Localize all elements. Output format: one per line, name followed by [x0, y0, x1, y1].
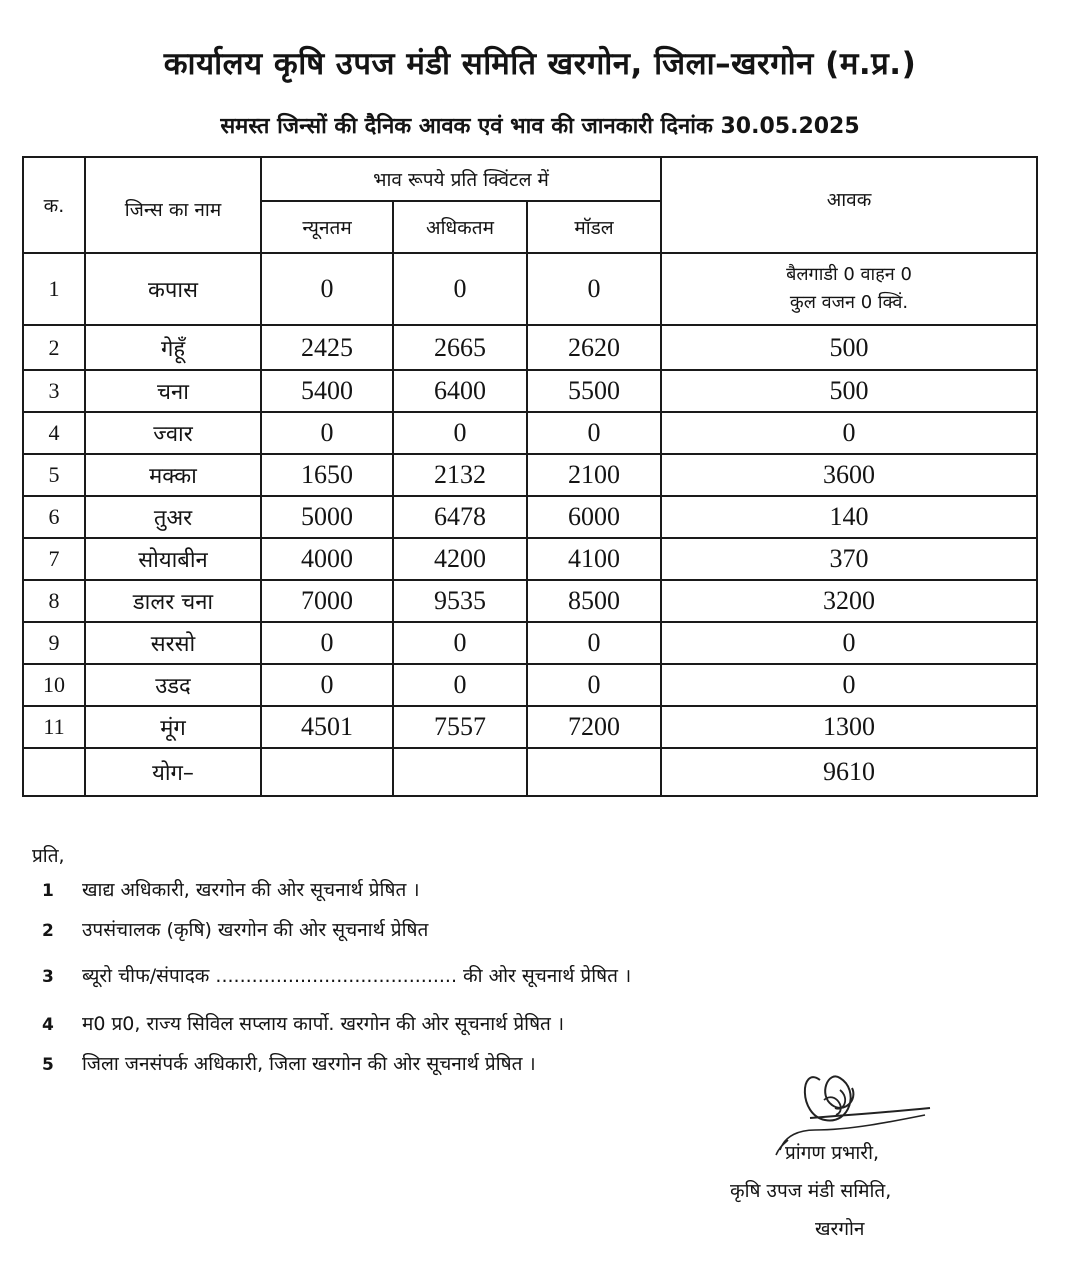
distribution-number: 5	[42, 1055, 54, 1075]
distribution-text: म0 प्र0, राज्य सिविल सप्लाय कार्पो. खरगोन की ओर सूचनार्थ प्रेषित ।	[82, 1013, 565, 1035]
row-modal: 2100	[527, 454, 661, 496]
row-modal: 5500	[527, 370, 661, 412]
row-arrival: 0	[661, 664, 1037, 706]
distribution-item	[42, 916, 428, 942]
row-modal: 6000	[527, 496, 661, 538]
table-row	[23, 664, 1037, 706]
total-row	[23, 748, 1037, 796]
row-min: 0	[261, 664, 393, 706]
row-serial: 9	[23, 622, 85, 664]
row-modal: 0	[527, 622, 661, 664]
office-title: कार्यालय कृषि उपज मंडी समिति खरगोन, जिला–खरगोन (म.प्र.)	[163, 46, 917, 82]
row-commodity: चना	[85, 370, 261, 412]
row-max: 0	[393, 622, 527, 664]
signatory-block	[730, 1134, 980, 1248]
header-commodity: जिन्स का नाम	[85, 157, 261, 253]
row-min: 4000	[261, 538, 393, 580]
row-serial: 3	[23, 370, 85, 412]
table-row	[23, 370, 1037, 412]
row-min: 7000	[261, 580, 393, 622]
header-serial: क.	[23, 157, 85, 253]
table-row	[23, 538, 1037, 580]
table-row	[23, 412, 1037, 454]
row-max: 6478	[393, 496, 527, 538]
row-modal: 0	[527, 253, 661, 325]
row-modal: 2620	[527, 325, 661, 370]
distribution-item	[42, 876, 420, 902]
distribution-heading: प्रति,	[32, 845, 65, 867]
distribution-number: 3	[42, 967, 54, 987]
row-commodity: मक्का	[85, 454, 261, 496]
table-row	[23, 496, 1037, 538]
row-serial: 11	[23, 706, 85, 748]
row-max: 2132	[393, 454, 527, 496]
distribution-text: जिला जनसंपर्क अधिकारी, जिला खरगोन की ओर सूचनार्थ प्रेषित ।	[82, 1053, 536, 1075]
row-arrival: 500	[661, 325, 1037, 370]
row-min: 5000	[261, 496, 393, 538]
row-modal: 4100	[527, 538, 661, 580]
header-arrival: आवक	[661, 157, 1037, 253]
distribution-item	[42, 962, 631, 988]
header-min: न्यूनतम	[261, 201, 393, 253]
arrival-weight: कुल वजन 0 क्विं.	[789, 292, 909, 313]
row-min: 0	[261, 412, 393, 454]
row-commodity: सोयाबीन	[85, 538, 261, 580]
table-row	[23, 622, 1037, 664]
table-row	[23, 454, 1037, 496]
row-max: 0	[393, 412, 527, 454]
table-row	[23, 253, 1037, 325]
row-min: 5400	[261, 370, 393, 412]
row-arrival: 1300	[661, 706, 1037, 748]
row-arrival: 140	[661, 496, 1037, 538]
row-max: 2665	[393, 325, 527, 370]
header-price-group: भाव रूपये प्रति क्विंटल में	[261, 157, 661, 201]
row-commodity: कपास	[85, 253, 261, 325]
distribution-text: खाद्य अधिकारी, खरगोन की ओर सूचनार्थ प्रेषित ।	[82, 879, 420, 901]
row-commodity: डालर चना	[85, 580, 261, 622]
total-arrival: 9610	[661, 748, 1037, 796]
distribution-item	[42, 1010, 564, 1036]
row-arrival: 0	[661, 622, 1037, 664]
row-commodity: मूंग	[85, 706, 261, 748]
row-commodity: ज्वार	[85, 412, 261, 454]
row-serial: 8	[23, 580, 85, 622]
header-max: अधिकतम	[393, 201, 527, 253]
distribution-number: 4	[42, 1015, 54, 1035]
row-serial: 10	[23, 664, 85, 706]
row-min: 0	[261, 253, 393, 325]
row-max: 7557	[393, 706, 527, 748]
row-commodity: उडद	[85, 664, 261, 706]
distribution-item	[42, 1050, 536, 1076]
row-arrival	[661, 253, 1037, 325]
row-serial: 5	[23, 454, 85, 496]
total-label: योग–	[85, 748, 261, 796]
row-arrival: 3600	[661, 454, 1037, 496]
row-serial: 2	[23, 325, 85, 370]
row-serial: 1	[23, 253, 85, 325]
table-row	[23, 706, 1037, 748]
row-serial: 7	[23, 538, 85, 580]
distribution-number: 1	[42, 881, 54, 901]
row-arrival: 3200	[661, 580, 1037, 622]
row-arrival: 370	[661, 538, 1037, 580]
signatory-title: प्रांगण प्रभारी,	[785, 1142, 880, 1164]
row-min: 0	[261, 622, 393, 664]
commodity-price-table	[22, 156, 1038, 797]
table-row	[23, 580, 1037, 622]
row-max: 0	[393, 664, 527, 706]
row-max: 4200	[393, 538, 527, 580]
row-commodity: गेहूँ	[85, 325, 261, 370]
row-max: 9535	[393, 580, 527, 622]
row-modal: 0	[527, 412, 661, 454]
row-min: 4501	[261, 706, 393, 748]
signatory-office: कृषि उपज मंडी समिति,	[730, 1180, 892, 1202]
row-max: 0	[393, 253, 527, 325]
row-arrival: 0	[661, 412, 1037, 454]
header-modal: मॉडल	[527, 201, 661, 253]
row-modal: 0	[527, 664, 661, 706]
row-modal: 7200	[527, 706, 661, 748]
row-commodity: तुअर	[85, 496, 261, 538]
table-row	[23, 325, 1037, 370]
distribution-text: ब्यूरो चीफ/संपादक ........................................ की ओर सूचनार्थ प्रेषित ।	[82, 965, 632, 987]
row-commodity: सरसो	[85, 622, 261, 664]
arrival-vehicles: बैलगाडी 0 वाहन 0	[786, 264, 912, 285]
row-min: 1650	[261, 454, 393, 496]
row-modal: 8500	[527, 580, 661, 622]
row-min: 2425	[261, 325, 393, 370]
row-serial: 4	[23, 412, 85, 454]
distribution-number: 2	[42, 921, 54, 941]
signatory-place: खरगोन	[815, 1218, 865, 1240]
distribution-text: उपसंचालक (कृषि) खरगोन की ओर सूचनार्थ प्रेषित	[82, 919, 429, 941]
report-subtitle: समस्त जिन्सों की दैनिक आवक एवं भाव की जानकारी दिनांक 30.05.2025	[220, 114, 860, 139]
row-arrival: 500	[661, 370, 1037, 412]
row-max: 6400	[393, 370, 527, 412]
row-serial: 6	[23, 496, 85, 538]
